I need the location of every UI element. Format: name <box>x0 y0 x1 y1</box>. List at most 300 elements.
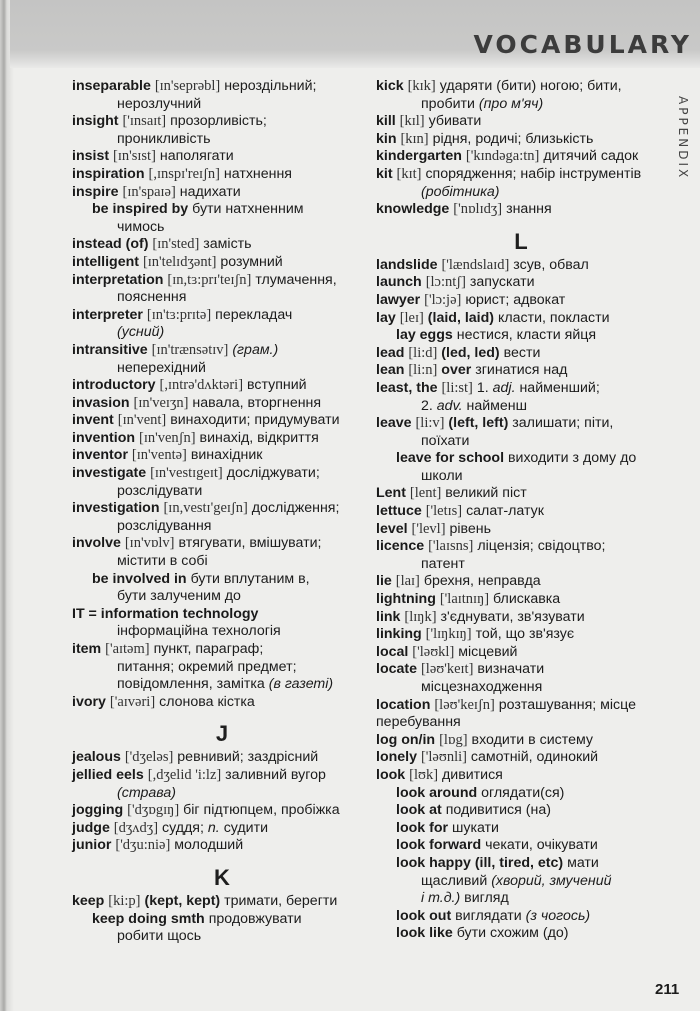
translation: винаходити; придумувати <box>170 412 340 429</box>
translation: молодший <box>174 837 244 854</box>
headword: insist <box>72 148 110 165</box>
grammar-forms: (led, led) <box>441 344 500 361</box>
appendix-side-tab: APPENDIX <box>676 96 690 181</box>
transcription: [kɪl] <box>399 113 425 130</box>
phrase-entry <box>376 802 666 820</box>
vocabulary-entry <box>72 342 372 377</box>
headword: lead <box>376 344 405 361</box>
headword: judge <box>72 819 110 836</box>
translation: замість <box>203 236 252 253</box>
translation: винахід, відкриття <box>199 429 319 446</box>
vocabulary-entry <box>376 732 666 750</box>
translation: суддя; <box>162 819 204 836</box>
headword: look forward <box>396 837 482 854</box>
vocabulary-entry <box>376 310 666 328</box>
headword: landslide <box>376 256 438 273</box>
headword: invent <box>72 412 114 429</box>
translation: найменш <box>466 397 528 414</box>
translation: розслідування <box>117 517 212 534</box>
transcription: ['ləʊnli] <box>420 749 467 766</box>
headword: kill <box>376 113 396 130</box>
translation-continued <box>376 714 666 732</box>
translation: розслідувати <box>117 482 203 499</box>
transcription: [,dʒelid 'i:lz] <box>147 766 222 783</box>
translation-continued <box>396 890 666 908</box>
transcription: [li:n] <box>408 362 438 379</box>
vocabulary-entry <box>376 201 666 219</box>
vocabulary-entry <box>376 609 666 627</box>
headword: inspire <box>72 183 119 200</box>
vocabulary-entry <box>72 641 372 694</box>
phrase-entry <box>376 925 666 943</box>
translation-continued <box>72 676 372 694</box>
vocabulary-entry <box>72 802 372 820</box>
vocabulary-entry <box>72 749 372 767</box>
phrase-entry <box>376 327 666 345</box>
headword: jogging <box>72 802 124 819</box>
vocabulary-entry <box>376 274 666 292</box>
translation-continued <box>376 556 666 574</box>
section-letter: J <box>215 721 229 747</box>
translation: убивати <box>428 113 482 130</box>
translation: розумний <box>220 253 283 270</box>
vocabulary-entry <box>72 500 372 535</box>
usage-note: (усний) <box>117 324 165 341</box>
transcription: [lent] <box>409 485 442 502</box>
translation: бути натхненним <box>192 201 304 218</box>
headword: lawyer <box>376 291 421 308</box>
transcription: [leɪ] <box>399 309 424 326</box>
vocabulary-column-right <box>376 78 666 943</box>
translation: вигляд <box>464 890 509 907</box>
headword: keep <box>72 892 105 909</box>
translation: оглядати(ся) <box>481 784 565 801</box>
translation: чекати, очікувати <box>485 837 598 854</box>
translation: надихати <box>179 183 241 200</box>
headword: interpretation <box>72 271 164 288</box>
vocabulary-entry <box>72 395 372 413</box>
headword: involve <box>72 535 121 552</box>
headword: lightning <box>376 591 436 608</box>
transcription: [ɪn'vestɪgeɪt] <box>150 465 223 482</box>
vocabulary-entry <box>376 131 666 149</box>
headword: location <box>376 696 431 713</box>
headword: look around <box>396 784 478 801</box>
vocabulary-entry <box>376 485 666 503</box>
translation: нестися, класти яйця <box>456 327 597 344</box>
translation: винахідник <box>190 447 263 464</box>
headword: log on/in <box>376 731 436 748</box>
headword: look for <box>396 819 449 836</box>
translation: виходити з дому до <box>507 450 637 467</box>
transcription: [kɪn] <box>400 130 429 147</box>
vocabulary-entry <box>376 661 666 696</box>
transcription: [ɪn'sɪst] <box>113 148 156 165</box>
transcription: [ɪn'tɜ:prɪtə] <box>146 306 212 323</box>
headword: level <box>376 520 408 537</box>
translation: залишати; піти, <box>512 415 614 432</box>
translation: дивитися <box>441 766 503 783</box>
vocabulary-entry <box>72 307 372 342</box>
translation-continued <box>376 679 666 697</box>
transcription: ['lændslaɪd] <box>441 256 510 273</box>
vocabulary-entry <box>72 447 372 465</box>
vocabulary-entry <box>376 573 666 591</box>
headword: keep doing smth <box>92 910 205 927</box>
transcription: ['letɪs] <box>425 503 463 520</box>
translation: салат-латук <box>466 503 544 520</box>
translation: заливний вугор <box>225 766 326 783</box>
translation: патент <box>421 555 465 572</box>
translation: містити в собі <box>117 553 208 570</box>
section-letter: K <box>214 864 230 890</box>
transcription: [lɔ:ntʃ] <box>425 274 466 291</box>
headword: lettuce <box>376 503 422 520</box>
vocabulary-entry <box>72 148 372 166</box>
translation: наполягати <box>159 148 234 165</box>
vocabulary-entry <box>376 644 666 662</box>
headword: inseparable <box>72 78 151 94</box>
headword: junior <box>72 837 112 854</box>
headword: lay <box>376 309 396 326</box>
headword: be involved in <box>92 570 187 587</box>
translation: подивитися (на) <box>445 802 551 819</box>
translation: перебування <box>376 714 461 731</box>
transcription: [ki:p] <box>108 892 141 909</box>
transcription: ['dʒu:niə] <box>115 837 171 854</box>
headword: lay eggs <box>396 327 453 344</box>
translation: ліцензія; свідоцтво; <box>477 538 606 555</box>
vocabulary-entry <box>72 254 372 272</box>
vocabulary-entry <box>376 415 666 450</box>
headword: invasion <box>72 394 130 411</box>
phrase-entry <box>72 911 372 946</box>
headword: jealous <box>72 749 121 766</box>
header-band <box>10 0 700 68</box>
phrase-entry <box>376 908 666 926</box>
translation-continued <box>92 219 372 237</box>
transcription: [kɪk] <box>407 78 436 94</box>
vocabulary-entry <box>72 767 372 802</box>
headword: look out <box>396 907 452 924</box>
transcription: [lɪŋk] <box>404 608 437 625</box>
part-of-speech: adj. <box>492 379 516 396</box>
headword: item <box>72 641 102 657</box>
headword: introductory <box>72 377 156 394</box>
translation: бути залученим до <box>117 588 241 605</box>
transcription: [,ɪnspɪ'reɪʃn] <box>148 165 220 182</box>
transcription: [ɪn'spaɪə] <box>122 183 176 200</box>
transcription: [ləʊ'keɪʃn] <box>434 696 495 713</box>
translation: нерозлучний <box>117 95 202 112</box>
headword: inspiration <box>72 165 145 182</box>
headword: ivory <box>72 693 106 710</box>
headword: look like <box>396 925 453 942</box>
part-of-speech: adv. <box>436 397 463 414</box>
translation-continued <box>72 131 372 149</box>
transcription: [li:st] <box>441 379 473 396</box>
phrase-entry <box>376 450 666 485</box>
phrase-entry <box>72 201 372 236</box>
usage-note: (страва) <box>117 784 176 801</box>
headword: lonely <box>376 749 417 766</box>
translation-continued <box>72 96 372 114</box>
translation: місцевий <box>458 643 518 660</box>
translation: щасливий <box>421 872 488 889</box>
transcription: [ɪn,vestɪ'geɪʃn] <box>163 500 248 517</box>
translation: запускати <box>469 274 535 291</box>
headword: look at <box>396 802 442 819</box>
transcription: ['lɔ:jə] <box>424 291 462 308</box>
headword: instead (of) <box>72 236 149 253</box>
transcription: [ɪn'seprəbl] <box>154 78 221 94</box>
vocabulary-entry <box>72 377 372 395</box>
translation: місцезнаходження <box>421 679 543 695</box>
headword: intransitive <box>72 341 148 358</box>
transcription: ['lɪŋkɪŋ] <box>425 626 472 643</box>
headword: kindergarten <box>376 148 462 165</box>
translation-continued <box>396 873 666 891</box>
transcription: [,ɪntrə'dʌktəri] <box>159 377 244 394</box>
transcription: ['laɪsns] <box>428 538 474 555</box>
vocabulary-entry <box>72 430 372 448</box>
vocabulary-entry <box>376 380 666 415</box>
headword: interpreter <box>72 306 143 323</box>
translation-continued <box>72 360 372 378</box>
vocabulary-entry <box>376 503 666 521</box>
translation: згинатися над <box>475 362 568 379</box>
translation: шукати <box>451 819 499 836</box>
translation: великий піст <box>445 485 527 502</box>
usage-note: і т.д.) <box>421 890 461 907</box>
translation: проникливість <box>117 130 211 147</box>
transcription: [lʊk] <box>409 766 439 783</box>
translation: питання; окремий предмет; <box>117 658 297 675</box>
headword: Lent <box>376 485 406 502</box>
translation: входити в систему <box>471 731 593 748</box>
vocabulary-entry <box>376 538 666 573</box>
headword: inventor <box>72 447 128 464</box>
transcription: ['aɪtəm] <box>105 641 150 657</box>
translation: втягувати, вмішувати; <box>178 535 322 552</box>
translation: брехня, неправда <box>423 573 541 590</box>
transcription: [ɪn'vent] <box>117 412 167 429</box>
headword: look happy (ill, tired, etc) <box>396 854 564 871</box>
transcription: [ɪn'venʃn] <box>139 429 196 446</box>
vocabulary-entry <box>376 113 666 131</box>
headword: lean <box>376 362 405 379</box>
translation-continued <box>376 398 666 416</box>
translation: повідомлення, замітка <box>117 676 265 693</box>
translation: бути вплутаним в, <box>190 570 310 587</box>
translation: натхнення <box>223 165 292 182</box>
transcription: [laɪ] <box>395 573 420 590</box>
translation-continued <box>72 553 372 571</box>
usage-note: (робітника) <box>421 183 500 200</box>
translation: школи <box>421 467 463 484</box>
part-of-speech: n. <box>207 819 220 836</box>
translation: судити <box>223 819 269 836</box>
vocabulary-entry <box>376 749 666 767</box>
vocabulary-entry <box>72 78 372 113</box>
transcription: [li:d] <box>408 344 438 361</box>
page-title: VOCABULARY <box>473 30 692 59</box>
vocabulary-entry <box>376 148 666 166</box>
translation: ударяти (бити) ногою; бити, <box>439 78 622 94</box>
translation: пробити <box>421 95 475 112</box>
vocabulary-entry <box>72 113 372 148</box>
vocabulary-entry <box>72 272 372 307</box>
translation: дитячий садок <box>543 148 639 165</box>
book-spine-shadow <box>0 0 14 1011</box>
translation: бути схожим (до) <box>456 925 569 942</box>
headword: linking <box>376 626 422 643</box>
vocabulary-entry <box>72 166 372 184</box>
vocabulary-entry <box>72 837 372 855</box>
vocabulary-entry <box>376 166 666 201</box>
headword: leave for school <box>396 450 505 467</box>
usage-note: (з чогось) <box>525 907 591 924</box>
headword: be inspired by <box>92 201 189 218</box>
transcription: [kɪt] <box>396 165 422 182</box>
headword: link <box>376 608 401 625</box>
grammar-note: (грам.) <box>232 341 279 358</box>
translation: прозорливість; <box>170 113 267 130</box>
translation: розташування; місце <box>498 696 636 713</box>
translation: вступний <box>247 377 307 394</box>
headword: launch <box>376 274 422 291</box>
phrase-entry <box>376 820 666 838</box>
translation: пояснення <box>117 289 187 306</box>
translation-continued <box>376 96 666 114</box>
translation: робити щось <box>117 928 202 945</box>
translation-continued <box>72 289 372 307</box>
translation-continued <box>92 928 372 946</box>
translation: 2. <box>421 397 433 414</box>
vocabulary-column-left <box>72 78 372 946</box>
translation: знання <box>506 201 552 218</box>
vocabulary-entry <box>376 767 666 785</box>
transcription: ['nɒlɪdʒ] <box>453 201 503 218</box>
transcription: ['dʒɒgɪŋ] <box>127 802 180 819</box>
translation-continued <box>72 324 372 342</box>
translation: визначати <box>477 661 545 678</box>
translation: досліджувати; <box>226 465 320 482</box>
translation: ревнивий; заздрісний <box>177 749 319 766</box>
translation: 1. <box>476 379 489 396</box>
headword: locate <box>376 661 418 678</box>
translation: виглядати <box>455 907 522 924</box>
translation: перекладач <box>215 306 293 323</box>
translation: вести <box>503 344 541 361</box>
headword: investigate <box>72 465 147 482</box>
headword: least, the <box>376 379 438 396</box>
translation: спорядження; набір інструментів <box>425 165 642 182</box>
vocabulary-entry <box>72 820 372 838</box>
phrase-entry <box>72 571 372 606</box>
vocabulary-entry <box>376 591 666 609</box>
transcription: ['laɪtnɪŋ] <box>439 591 490 608</box>
headword: local <box>376 643 409 660</box>
headword: leave <box>376 415 412 432</box>
phrase-entry <box>376 785 666 803</box>
vocabulary-entry <box>376 626 666 644</box>
transcription: [ɪn'vɒlv] <box>124 535 175 552</box>
translation: найменший; <box>519 379 600 396</box>
transcription: [ɪn'telɪdʒənt] <box>142 253 217 270</box>
vocabulary-entry <box>376 345 666 363</box>
transcription: [ɪn'sted] <box>152 236 200 253</box>
translation: інформаційна технологія <box>117 623 281 640</box>
headword: IT = information technology <box>72 605 259 622</box>
headword: insight <box>72 113 119 130</box>
transcription: [ɪn'trænsətɪv] <box>151 341 229 358</box>
translation: продовжувати <box>208 910 302 927</box>
transcription: [lɒg] <box>439 731 468 748</box>
translation: самотній, одинокий <box>470 749 599 766</box>
translation: класти, покласти <box>497 309 610 326</box>
headword: knowledge <box>376 201 450 218</box>
translation: тлумачення, <box>255 271 337 288</box>
transcription: ['ləʊkl] <box>412 643 455 660</box>
headword: licence <box>376 538 425 555</box>
vocabulary-entry <box>72 893 372 911</box>
translation: дослідження; <box>251 500 340 517</box>
translation: юрист; адвокат <box>465 291 566 308</box>
section-letter: L <box>514 228 528 254</box>
translation: рівень <box>449 520 492 537</box>
translation-continued <box>396 468 666 486</box>
vocabulary-entry <box>72 236 372 254</box>
translation: мати <box>567 854 599 871</box>
translation: поїхати <box>421 432 470 449</box>
phrase-entry <box>376 855 666 908</box>
translation-continued <box>92 588 372 606</box>
vocabulary-entry <box>376 521 666 539</box>
vocabulary-entry <box>72 535 372 570</box>
vocabulary-entry <box>72 412 372 430</box>
translation-continued <box>376 184 666 202</box>
transcription: ['ɪnsaɪt] <box>122 113 167 130</box>
translation: слонова кістка <box>159 693 255 710</box>
vocabulary-entry <box>376 362 666 380</box>
grammar-forms: over <box>441 362 472 379</box>
headword: kit <box>376 165 393 182</box>
translation: з'єднувати, зв'язувати <box>440 608 585 625</box>
translation: рідня, родичі; близькість <box>432 130 594 147</box>
page-number: 211 <box>655 981 680 998</box>
headword: invention <box>72 429 136 446</box>
transcription: [li:v] <box>415 415 445 432</box>
headword: kin <box>376 130 397 147</box>
translation: навала, вторгнення <box>192 394 322 411</box>
headword: intelligent <box>72 253 139 270</box>
vocabulary-entry <box>72 606 372 641</box>
translation-continued <box>72 659 372 677</box>
vocabulary-entry <box>376 257 666 275</box>
grammar-forms: (laid, laid) <box>427 309 495 326</box>
vocabulary-entry <box>376 292 666 310</box>
translation-continued <box>72 483 372 501</box>
headword: kick <box>376 78 404 94</box>
transcription: ['dʒeləs] <box>124 749 174 766</box>
headword: lie <box>376 573 392 590</box>
transcription: ['levl] <box>411 520 446 537</box>
translation: тримати, берегти <box>224 892 338 909</box>
usage-note: (про м'яч) <box>478 95 544 112</box>
grammar-forms: (kept, kept) <box>144 892 221 909</box>
translation-continued <box>72 623 372 641</box>
